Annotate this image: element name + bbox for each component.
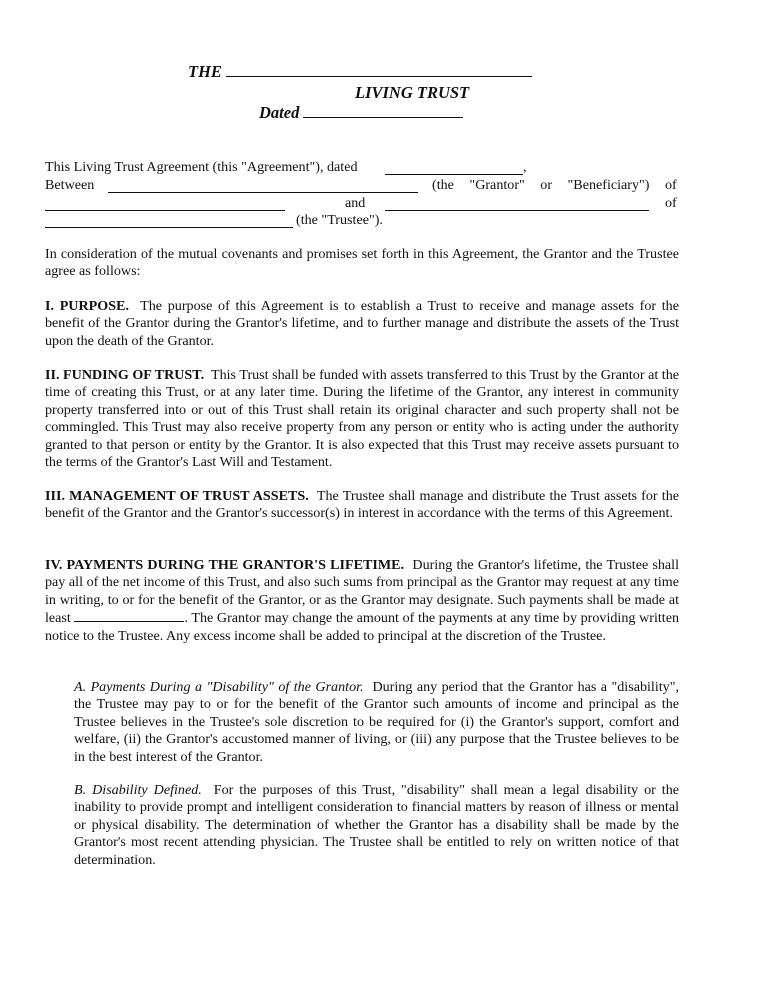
section-payments: IV. PAYMENTS DURING THE GRANTOR'S LIFETIME. During the Grantor's lifetime, the Trustee shall pay all of the net income of this Trust, and also such sums from principal as the Grantor may request at any time in writing, to or for the benefit of the Grantor, or as the Grantor may designate. Such payments shall be made at least . The Grantor may change the amount of the payments at any time by providing written notice to the Trustee. Any excess income shall be added to principal at the discretion of the Trustee. — [45, 557, 679, 644]
intro-line-3: and of — [45, 194, 679, 212]
subsection-disability-defined: B. Disability Defined. For the purposes of this Trust, "disability" shall mean a legal disability or the inability to provide prompt and intelligent consideration to financial matters by reason of illness or mental or physical disability. The determination of whether the Grantor has a disability shall be made by the Grantor's most recent attending physician. The Trustee shall be entitled to rely on written notice of that determination. — [74, 782, 679, 868]
dated-blank[interactable] — [303, 103, 463, 118]
subsection-heading: A. Payments During a "Disability" of the Grantor. — [74, 679, 364, 695]
trust-name-blank[interactable] — [226, 62, 532, 77]
consideration-paragraph: In consideration of the mutual covenants and promises set forth in this Agreement, the Grantor and the Trustee agree as follows: — [45, 246, 679, 280]
title-the-label: THE — [188, 62, 532, 82]
subsection-heading: B. Disability Defined. — [74, 782, 202, 798]
section-management: III. MANAGEMENT OF TRUST ASSETS. The Trustee shall manage and distribute the Trust assets for the benefit of the Grantor and the Grantor's successor(s) in interest in accordance with the terms of this Agreement. — [45, 488, 680, 522]
section-heading: III. MANAGEMENT OF TRUST ASSETS. — [45, 488, 309, 504]
section-funding: II. FUNDING OF TRUST. This Trust shall be funded with assets transferred to this Trust by the Grantor at the time of creating this Trust, or at any later time. During the lifetime of the Grantor, any interest in community property transferred into or out of this Trust shall retain its original character and such property shall not be commingled. This Trust may also receive property from any person or entity who is acting under the authority granted to that person or entity by the Grantor. It is also expected that this Trust may receive assets pursuant to the terms of the Grantor's Last Will and Testament. — [45, 367, 679, 471]
subsection-disability-payments: A. Payments During a "Disability" of the Grantor. During any period that the Grantor has a "disability", the Trustee may pay to or for the benefit of the Grantor such amounts of income and principal as the Trustee believes in the Trustee's sole discretion to be required for (i) the Grantor's support, comfort and welfare, (ii) the Grantor's accustomed manner of living, or (iii) any purpose that the Trustee believes to be in the best interest of the Grantor. — [74, 679, 679, 765]
payment-frequency-blank[interactable] — [74, 609, 184, 622]
section-heading: IV. PAYMENTS DURING THE GRANTOR'S LIFETIME. — [45, 557, 405, 573]
dated-line: Dated — [259, 103, 463, 123]
intro-line-1: This Living Trust Agreement (this "Agreement"), dated , — [45, 158, 679, 176]
intro-line-2: Between (the "Grantor" or "Beneficiary") of — [45, 176, 679, 194]
document-title: LIVING TRUST — [355, 83, 470, 102]
section-heading: II. FUNDING OF TRUST. — [45, 367, 205, 383]
section-heading: I. PURPOSE. — [45, 298, 129, 314]
section-purpose: I. PURPOSE. The purpose of this Agreement is to establish a Trust to receive and manage assets for the benefit of the Grantor during the Grantor's lifetime, and to further manage and distribute the assets of the Trust upon the death of the Grantor. — [45, 298, 679, 349]
trustee-address-blank[interactable] — [45, 213, 293, 233]
intro-line-4: (the "Trustee"). — [45, 211, 679, 229]
